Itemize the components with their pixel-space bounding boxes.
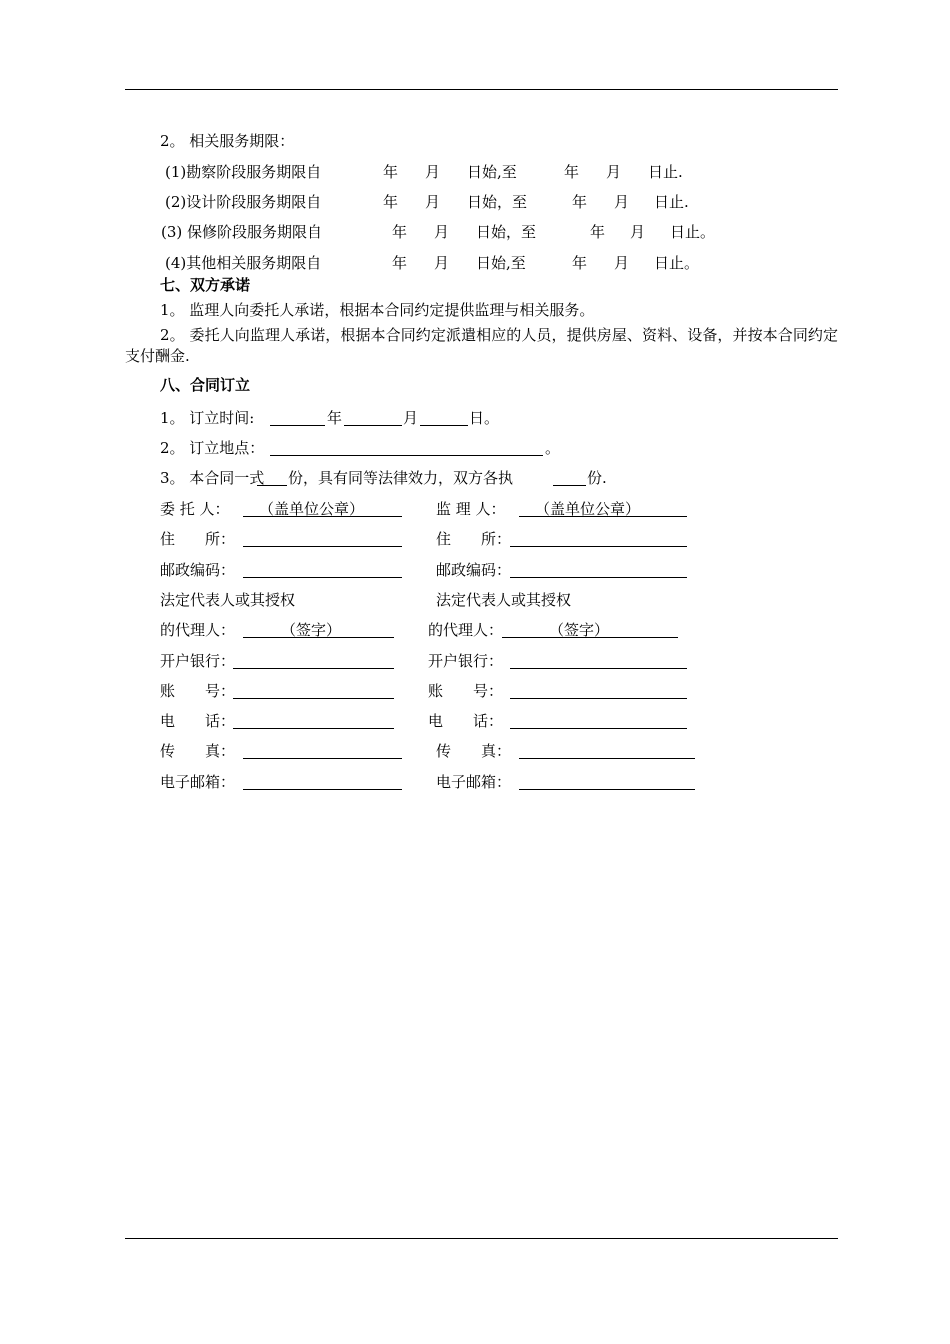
copies-mid: 份，具有同等法律效力，双方各执 xyxy=(288,469,514,487)
sign-year-field[interactable] xyxy=(270,425,325,426)
service-period-title: 2。 相关服务期限： xyxy=(160,132,295,150)
section7-p1: 1。 监理人向委托人承诺，根据本合同约定提供监理与相关服务。 xyxy=(160,301,595,319)
footer-rule xyxy=(125,1238,838,1239)
row4-month1: 月 xyxy=(434,254,450,272)
right-bank-label: 开户银行： xyxy=(428,652,504,670)
right-phone-field[interactable] xyxy=(510,728,687,729)
left-address-field[interactable] xyxy=(243,546,402,547)
row1-month1: 月 xyxy=(425,163,441,181)
right-address-field[interactable] xyxy=(510,546,687,547)
left-rep-line2: 的代理人： xyxy=(160,621,236,639)
sign-day-field[interactable] xyxy=(420,425,468,426)
section7-p2: 2。 委托人向监理人承诺，根据本合同约定派遣相应的人员，提供房屋、资料、设备，并按本合同约定支付酬金. xyxy=(125,326,838,365)
row1-start: 日始,至 xyxy=(467,163,517,181)
row1-month2: 月 xyxy=(606,163,622,181)
row1-end: 日止. xyxy=(648,163,683,181)
row4-year2: 年 xyxy=(572,254,588,272)
right-address-label: 住 所： xyxy=(436,530,512,548)
left-bank-field[interactable] xyxy=(233,668,394,669)
left-address-label: 住 所： xyxy=(160,530,236,548)
left-fax-field[interactable] xyxy=(243,758,402,759)
left-sign-text: （签字） xyxy=(281,621,342,639)
sign-place-end: 。 xyxy=(545,439,561,457)
sign-year-label: 年 xyxy=(327,409,343,427)
right-rep-line2: 的代理人： xyxy=(428,621,504,639)
header-rule xyxy=(125,89,838,90)
row4-year1: 年 xyxy=(392,254,408,272)
row3-start: 日始，至 xyxy=(476,223,537,241)
sign-month-field[interactable] xyxy=(344,425,402,426)
sign-place-field[interactable] xyxy=(270,455,543,456)
right-sign-text: （签字） xyxy=(549,621,610,639)
left-email-label: 电子邮箱： xyxy=(160,773,236,791)
right-rep-line1: 法定代表人或其授权 xyxy=(436,591,572,609)
row4-end: 日止。 xyxy=(654,254,700,272)
right-phone-label: 电 话： xyxy=(428,712,504,730)
row2-month1: 月 xyxy=(425,193,441,211)
sign-month-label: 月 xyxy=(403,409,419,427)
sign-day-label: 日。 xyxy=(469,409,500,427)
left-postcode-label: 邮政编码： xyxy=(160,561,236,579)
right-account-field[interactable] xyxy=(510,698,687,699)
section8-heading: 八、合同订立 xyxy=(160,376,251,394)
row1-year1: 年 xyxy=(383,163,399,181)
row2-month2: 月 xyxy=(614,193,630,211)
row4-label: (4)其他相关服务期限自 xyxy=(165,254,322,272)
row2-end: 日止. xyxy=(654,193,689,211)
left-seal-text: （盖单位公章） xyxy=(259,500,365,518)
left-account-field[interactable] xyxy=(233,698,394,699)
right-fax-label: 传 真： xyxy=(436,742,512,760)
row1-year2: 年 xyxy=(564,163,580,181)
left-phone-field[interactable] xyxy=(233,728,394,729)
row3-month2: 月 xyxy=(630,223,646,241)
copies-end: 份. xyxy=(587,469,607,487)
left-account-label: 账 号： xyxy=(160,682,236,700)
row1-label: (1)勘察阶段服务期限自 xyxy=(165,163,322,181)
row3-end: 日止。 xyxy=(670,223,716,241)
left-fax-label: 传 真： xyxy=(160,742,236,760)
sign-time-label: 1。 订立时间: xyxy=(160,409,255,427)
section7-heading: 七、双方承诺 xyxy=(160,276,251,294)
row2-label: (2)设计阶段服务期限自 xyxy=(165,193,322,211)
right-email-label: 电子邮箱： xyxy=(436,773,512,791)
left-bank-label: 开户银行： xyxy=(160,652,236,670)
copies-each-field[interactable] xyxy=(553,485,586,486)
left-email-field[interactable] xyxy=(243,789,402,790)
row2-year1: 年 xyxy=(383,193,399,211)
row2-start: 日始，至 xyxy=(467,193,528,211)
right-supervisor-label: 监 理 人： xyxy=(436,500,506,518)
left-phone-label: 电 话： xyxy=(160,712,236,730)
right-account-label: 账 号： xyxy=(428,682,504,700)
row3-year2: 年 xyxy=(590,223,606,241)
right-bank-field[interactable] xyxy=(510,668,687,669)
row2-year2: 年 xyxy=(572,193,588,211)
row4-month2: 月 xyxy=(614,254,630,272)
right-fax-field[interactable] xyxy=(519,758,695,759)
left-rep-line1: 法定代表人或其授权 xyxy=(160,591,296,609)
row4-start: 日始,至 xyxy=(476,254,526,272)
left-client-label: 委 托 人： xyxy=(160,500,230,518)
right-seal-text: （盖单位公章） xyxy=(535,500,641,518)
row3-label: (3) 保修阶段服务期限自 xyxy=(161,223,323,241)
copies-prefix: 3。 本合同一式 xyxy=(160,469,265,487)
sign-place-label: 2。 订立地点： xyxy=(160,439,265,457)
left-postcode-field[interactable] xyxy=(243,577,402,578)
right-email-field[interactable] xyxy=(519,789,695,790)
row3-month1: 月 xyxy=(434,223,450,241)
right-postcode-label: 邮政编码： xyxy=(436,561,512,579)
row3-year1: 年 xyxy=(392,223,408,241)
right-postcode-field[interactable] xyxy=(510,577,687,578)
copies-total-field[interactable] xyxy=(257,485,287,486)
